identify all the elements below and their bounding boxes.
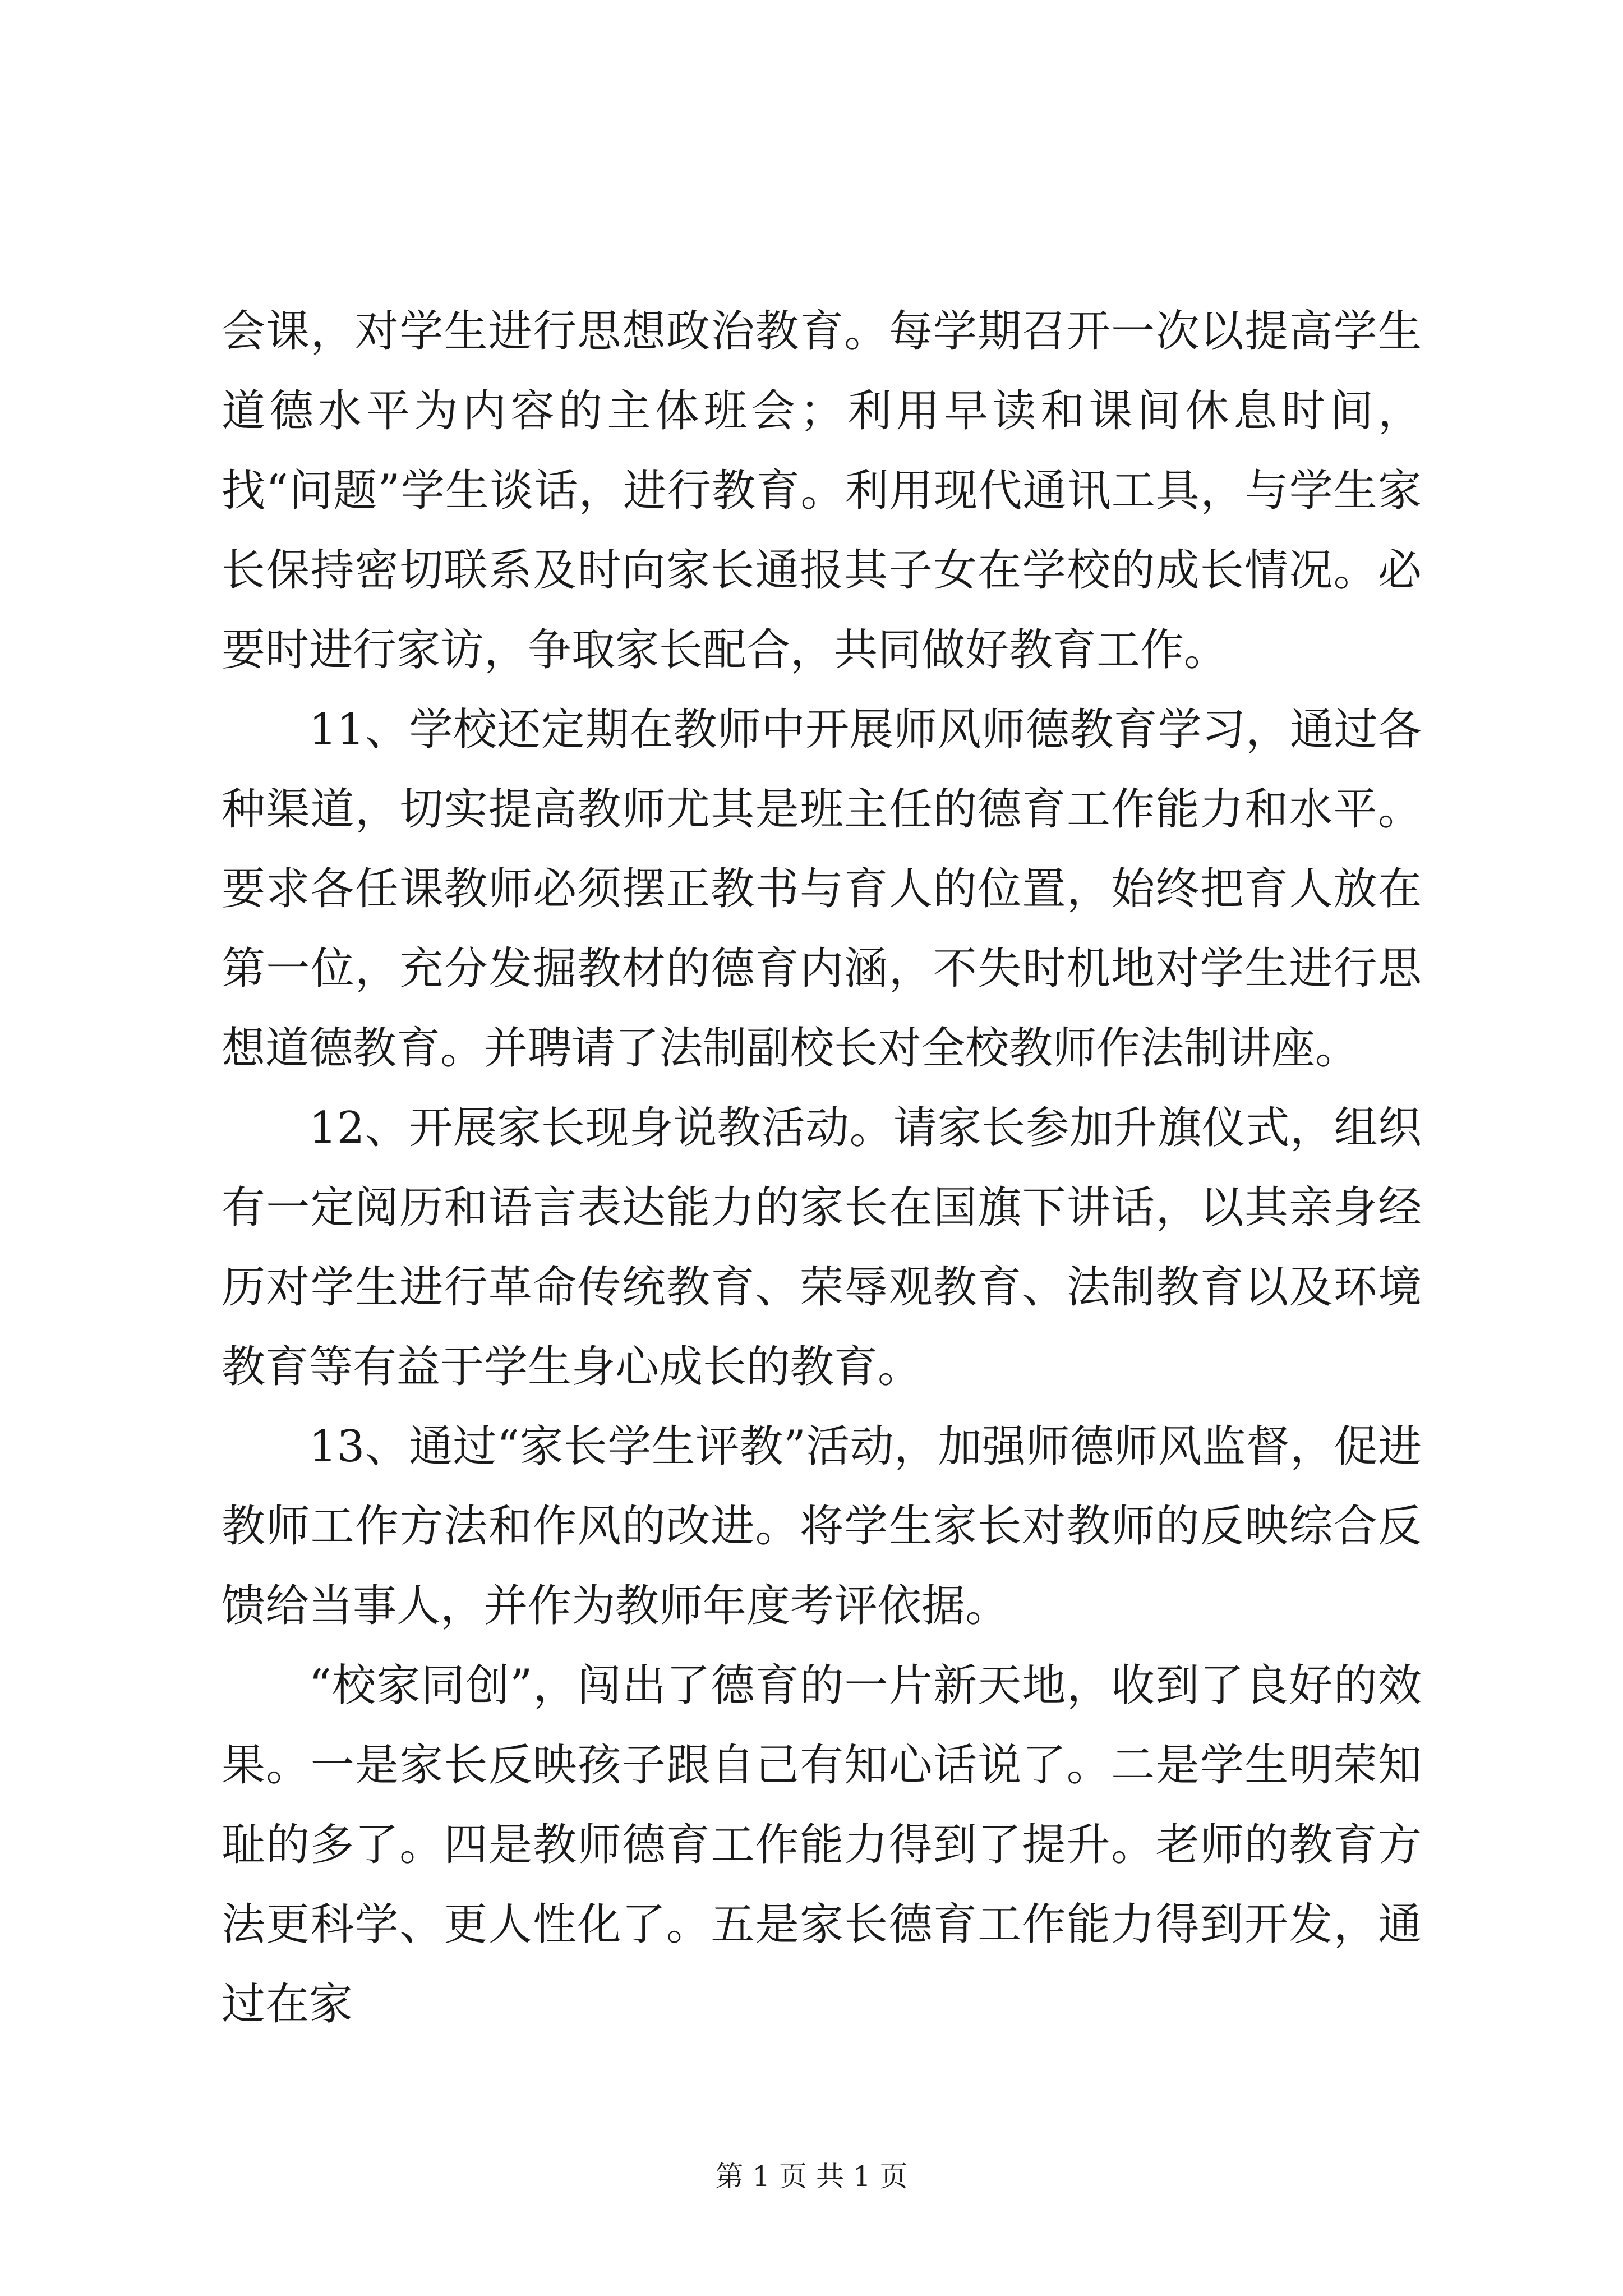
paragraph-1: 会课，对学生进行思想政治教育。每学期召开一次以提高学生道德水平为内容的主体班会；利用早读和课间休息时间，找“问题”学生谈话，进行教育。利用现代通讯工具，与学生家长保持密切联系及时向家长通报其子女在学校的成长情况。必要时进行家访，争取家长配合，共同做好教育工作。 — [222, 306, 1422, 675]
paragraph-5: “校家同创”，闯出了德育的一片新天地，收到了良好的效果。一是家长反映孩子跟自己有知心话说了。二是学生明荣知耻的多了。四是教师德育工作能力得到了提升。老师的教育方法更科学、更人性化了。五是家长德育工作能力得到开发，通过在家 — [222, 1660, 1422, 2030]
document-body — [222, 292, 1422, 2044]
page-number-footer: 第 1 页 共 1 页 — [715, 2160, 908, 2193]
paragraph-4: 13、通过“家长学生评教”活动，加强师德师风监督，促进教师工作方法和作风的改进。将学生家长对教师的反映综合反馈给当事人，并作为教师年度考评依据。 — [222, 1421, 1422, 1631]
paragraph-2: 11、学校还定期在教师中开展师风师德教育学习，通过各种渠道，切实提高教师尤其是班主任的德育工作能力和水平。要求各任课教师必须摆正教书与育人的位置，始终把育人放在第一位，充分发掘教材的德育内涵，不失时机地对学生进行思想道德教育。并聘请了法制副校长对全校教师作法制讲座。 — [222, 705, 1422, 1074]
paragraph-3: 12、开展家长现身说教活动。请家长参加升旗仪式，组织有一定阅历和语言表达能力的家长在国旗下讲话，以其亲身经历对学生进行革命传统教育、荣辱观教育、法制教育以及环境教育等有益于学生身心成长的教育。 — [222, 1103, 1422, 1392]
